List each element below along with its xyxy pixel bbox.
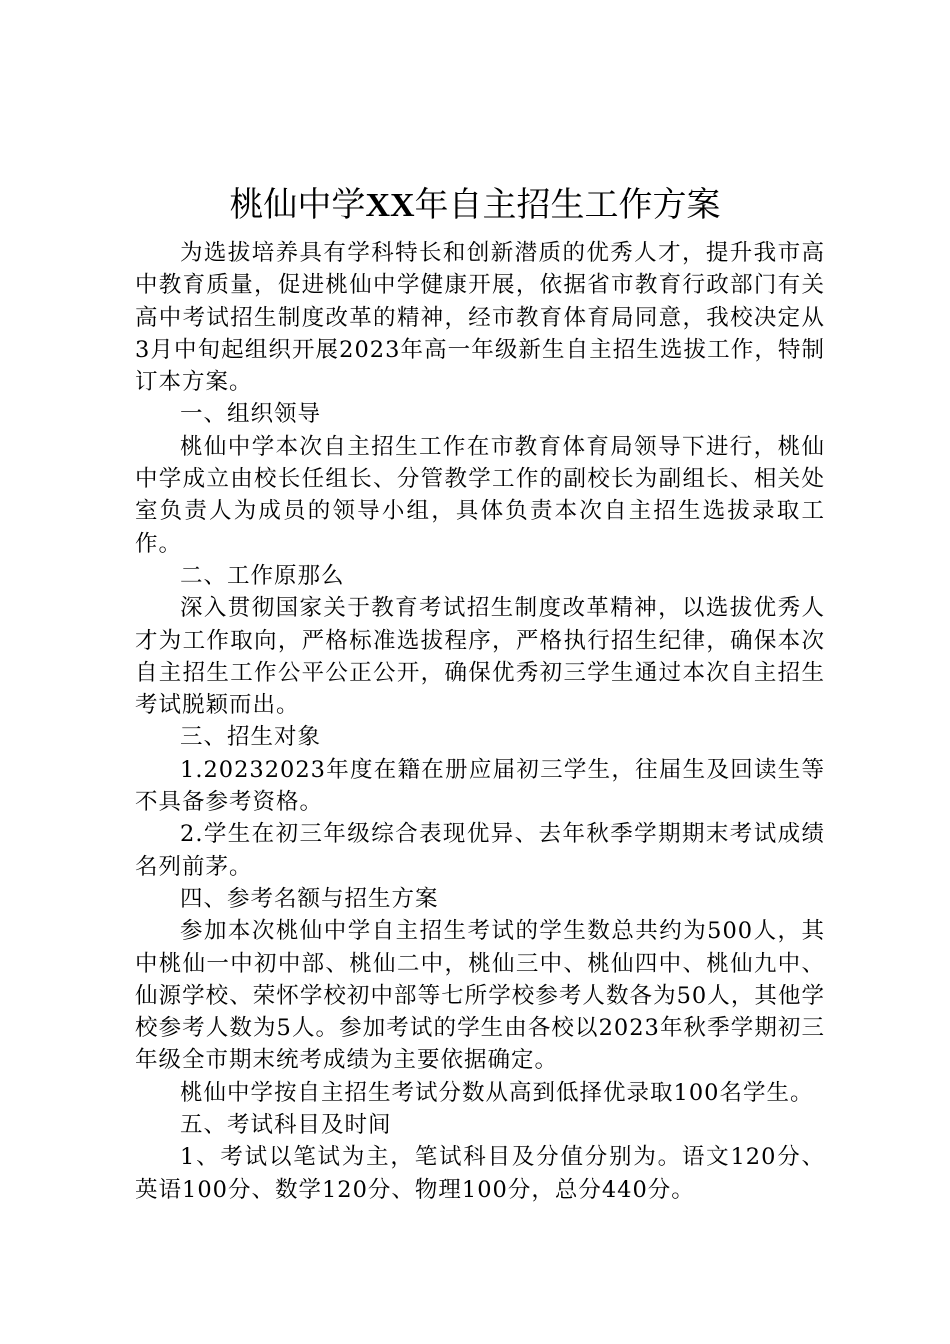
page-title xyxy=(0,180,950,231)
section-heading-principles: 二、工作原那么 xyxy=(180,562,345,589)
organization-paragraph: 桃仙中学本次自主招生工作在市教育体育局领导下进行，桃仙中学成立由校长任组长、分管教学工作的副校长为副组长、相关处室负责人为成员的领导小组，具体负责本次自主招生选拔录取工作。 xyxy=(135,433,825,557)
admission-paragraph: 桃仙中学按自主招生考试分数从高到低择优录取100名学生。 xyxy=(180,1079,814,1106)
intro-paragraph: 为选拔培养具有学科特长和创新潜质的优秀人才，提升我市高中教育质量，促进桃仙中学健康开展，依据省市教育行政部门有关高中考试招生制度改革的精神，经市教育体育局同意，我校决定从3月中旬起组织开展2023年高一年级新生自主招生选拔工作，特制订本方案。 xyxy=(135,240,825,396)
title-prefix: 桃仙中学 xyxy=(229,185,366,225)
title-suffix: 年自主招生工作方案 xyxy=(414,185,721,225)
exam-item-1: 1、考试以笔试为主，笔试科目及分值分别为。语文120分、英语100分、数学120分、物理100分，总分440分。 xyxy=(135,1144,825,1203)
principles-paragraph: 深入贯彻国家关于教育考试招生制度改革精神，以选拔优秀人才为工作取向，严格标准选拔程序，严格执行招生纪律，确保本次自主招生工作公平公正公开，确保优秀初三学生通过本次自主招生考试脱颖而出。 xyxy=(135,595,825,719)
section-heading-exam: 五、考试科目及时间 xyxy=(180,1112,392,1139)
section-heading-quota: 四、参考名额与招生方案 xyxy=(180,885,439,912)
targets-item-2: 2.学生在初三年级综合表现优异、去年秋季学期期末考试成绩名列前茅。 xyxy=(135,821,825,880)
section-heading-targets: 三、招生对象 xyxy=(180,724,322,751)
targets-item-1: 1.20232023年度在籍在册应届初三学生，往届生及回读生等不具备参考资格。 xyxy=(135,756,825,816)
title-latin: XX xyxy=(365,187,415,224)
document-body xyxy=(135,237,825,1206)
section-heading-organization: 一、组织领导 xyxy=(180,401,322,428)
quota-paragraph: 参加本次桃仙中学自主招生考试的学生数总共约为500人，其中桃仙一中初中部、桃仙二中，桃仙三中、桃仙四中、桃仙九中、仙源学校、荣怀学校初中部等七所学校参考人数各为50人，其他学校参考人数为5人。参加考试的学生由各校以2023年秋季学期初三年级全市期末统考成绩为主要依据确定。 xyxy=(135,918,825,1074)
